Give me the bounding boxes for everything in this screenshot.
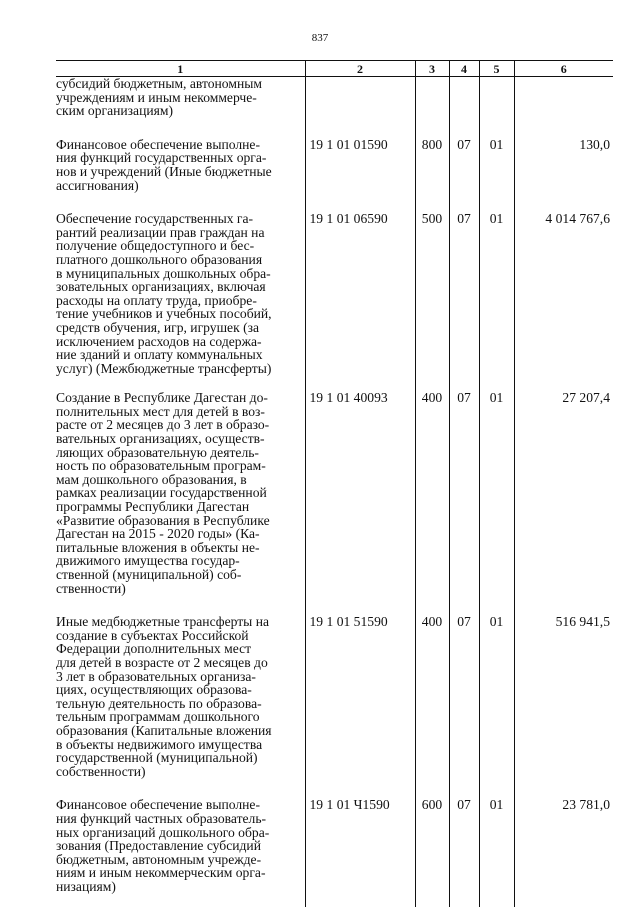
row-code: 19 1 01 06590 — [305, 212, 415, 375]
row-col4: 07 — [449, 615, 479, 778]
row-amount — [514, 77, 613, 118]
table-row — [56, 138, 613, 192]
row-col3: 600 — [415, 798, 449, 893]
row-code: 19 1 01 Ч1590 — [305, 798, 415, 893]
budget-table — [56, 60, 613, 907]
row-amount: 516 941,5 — [514, 615, 613, 778]
row-col5: 01 — [479, 615, 514, 778]
table-row — [56, 391, 613, 595]
header-row — [56, 61, 613, 77]
column-header-2: 2 — [305, 61, 415, 77]
row-description: Финансовое обеспечение выполне- ния функций частных образователь- ных организаций дошкольного обра- зования (Предоставление субсидий бюджетным, автономным учрежде- ниям и иным некоммерческим орга- низациям) — [56, 797, 270, 894]
column-header-5: 5 — [479, 61, 514, 77]
column-header-6: 6 — [514, 61, 613, 77]
row-col5: 01 — [479, 212, 514, 375]
row-code: 19 1 01 01590 — [305, 138, 415, 192]
row-col5: 01 — [479, 391, 514, 595]
row-description: Обеспечение государственных га- рантий реализации прав граждан на получение общедоступного и бес- платного дошкольного образования в муниципальных дошкольных обра- зовательных организациях, включая расходы на оплату труда, приобре- тение учебников и учебных пособий, средств обучения, игр, игрушек (за исключением расходов на содержа- ние зданий и оплату коммунальных услуг) (Межбюджетные трансферты) — [56, 211, 272, 376]
row-amount: 23 781,0 — [514, 798, 613, 893]
row-description: субсидий бюджетным, автономным учреждениям и иным некоммерче- ским организациям) — [56, 76, 262, 119]
row-code — [305, 77, 415, 118]
row-amount: 130,0 — [514, 138, 613, 192]
table-row — [56, 77, 613, 118]
row-col5 — [479, 77, 514, 118]
row-amount: 4 014 767,6 — [514, 212, 613, 375]
row-col5: 01 — [479, 138, 514, 192]
row-col4: 07 — [449, 391, 479, 595]
row-col3: 400 — [415, 615, 449, 778]
row-col3 — [415, 77, 449, 118]
row-code: 19 1 01 51590 — [305, 615, 415, 778]
column-header-4: 4 — [449, 61, 479, 77]
row-col5: 01 — [479, 798, 514, 893]
row-amount: 27 207,4 — [514, 391, 613, 595]
table-row — [56, 798, 613, 893]
row-col4: 07 — [449, 212, 479, 375]
row-description: Финансовое обеспечение выполне- ния функций государственных орга- нов и учреждений (Иные бюджетные ассигнования) — [56, 136, 272, 193]
row-col4: 07 — [449, 138, 479, 192]
row-col3: 800 — [415, 138, 449, 192]
row-col4 — [449, 77, 479, 118]
row-description: Иные медбюджетные трансферты на создание в субъектах Российской Федерации дополнительных мест для детей в возрасте от 2 месяцев до 3 лет в образовательных организа- циях, осуществляющих образова- тельную деятельность по образова- тельным программам дошкольного образования (Капитальные вложения в объекты недвижимого имущества государственной (муниципальной) собственности) — [56, 614, 272, 779]
column-header-3: 3 — [415, 61, 449, 77]
page-number: 837 — [311, 32, 329, 44]
table-row — [56, 615, 613, 778]
table-row — [56, 212, 613, 375]
row-code: 19 1 01 40093 — [305, 391, 415, 595]
row-col3: 500 — [415, 212, 449, 375]
row-description: Создание в Республике Дагестан до- полнительных мест для детей в воз- расте от 2 месяцев до 3 лет в образо- вательных организациях, осуществ- ляющих образовательную деятель- ность по образовательным програм- мам дошкольного образования, в рамках реализации государственной программы Республики Дагестан «Развитие образования в Республике Дагестан на 2015 - 2020 годы» (Ка- питальные вложения в объекты не- движимого имущества государ- ственной (муниципальной) соб- ственности) — [56, 390, 270, 596]
row-col4: 07 — [449, 798, 479, 893]
column-header-1: 1 — [56, 61, 305, 77]
row-col3: 400 — [415, 391, 449, 595]
